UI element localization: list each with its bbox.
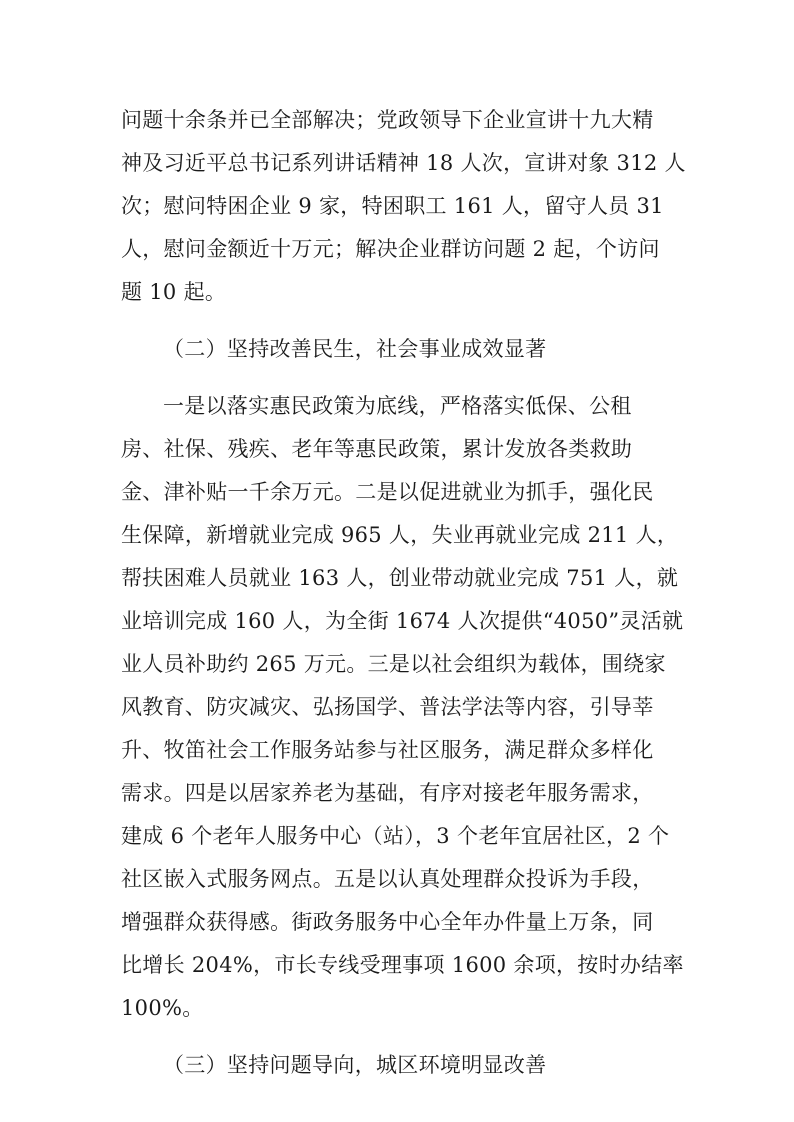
paragraph-2-line-7: 业人员补助约 265 万元。三是以社会组织为载体，围绕家 [121, 652, 666, 676]
paragraph-2-line-1: 一是以落实惠民政策为底线，严格落实低保、公租 [163, 394, 632, 418]
paragraph-2-line-9: 升、牧笛社会工作服务站参与社区服务，满足群众多样化 [121, 738, 654, 762]
paragraph-2-line-2: 房、社保、残疾、老年等惠民政策，累计发放各类救助 [121, 437, 633, 461]
paragraph-1-line-2: 神及习近平总书记系列讲话精神 18 人次，宣讲对象 312 人 [121, 151, 686, 175]
section-heading-2: （二）坚持改善民生，社会事业成效显著 [163, 337, 547, 361]
paragraph-1-line-4: 人，慰问金额近十万元；解决企业群访问题 2 起，个访问 [121, 237, 660, 261]
paragraph-1-line-1: 问题十余条并已全部解决；党政领导下企业宣讲十九大精 [121, 108, 654, 132]
paragraph-2-line-10: 需求。四是以居家养老为基础，有序对接老年服务需求， [121, 781, 654, 805]
paragraph-2-line-15: 100%。 [121, 996, 204, 1020]
paragraph-2-line-6: 业培训完成 160 人，为全街 1674 人次提供“4050”灵活就 [121, 609, 684, 633]
paragraph-1-line-3: 次；慰问特困企业 9 家，特困职工 161 人，留守人员 31 [121, 194, 664, 218]
paragraph-1-line-5: 题 10 起。 [121, 280, 227, 304]
paragraph-2-line-3: 金、津补贴一千余万元。二是以促进就业为抓手，强化民 [121, 480, 654, 504]
paragraph-2-line-12: 社区嵌入式服务网点。五是以认真处理群众投诉为手段， [121, 867, 654, 891]
paragraph-2-line-14: 比增长 204%，市长专线受理事项 1600 余项，按时办结率 [121, 953, 684, 977]
section-heading-3: （三）坚持问题导向，城区环境明显改善 [163, 1053, 547, 1077]
paragraph-2-line-4: 生保障，新增就业完成 965 人，失业再就业完成 211 人， [121, 523, 679, 547]
paragraph-2-line-11: 建成 6 个老年人服务中心（站），3 个老年宜居社区，2 个 [121, 824, 670, 848]
paragraph-2-line-13: 增强群众获得感。街政务服务中心全年办件量上万条，同 [121, 910, 654, 934]
paragraph-2-line-8: 风教育、防灾减灾、弘扬国学、普法学法等内容，引导莘 [121, 695, 654, 719]
paragraph-2-line-5: 帮扶困难人员就业 163 人，创业带动就业完成 751 人，就 [121, 566, 679, 590]
